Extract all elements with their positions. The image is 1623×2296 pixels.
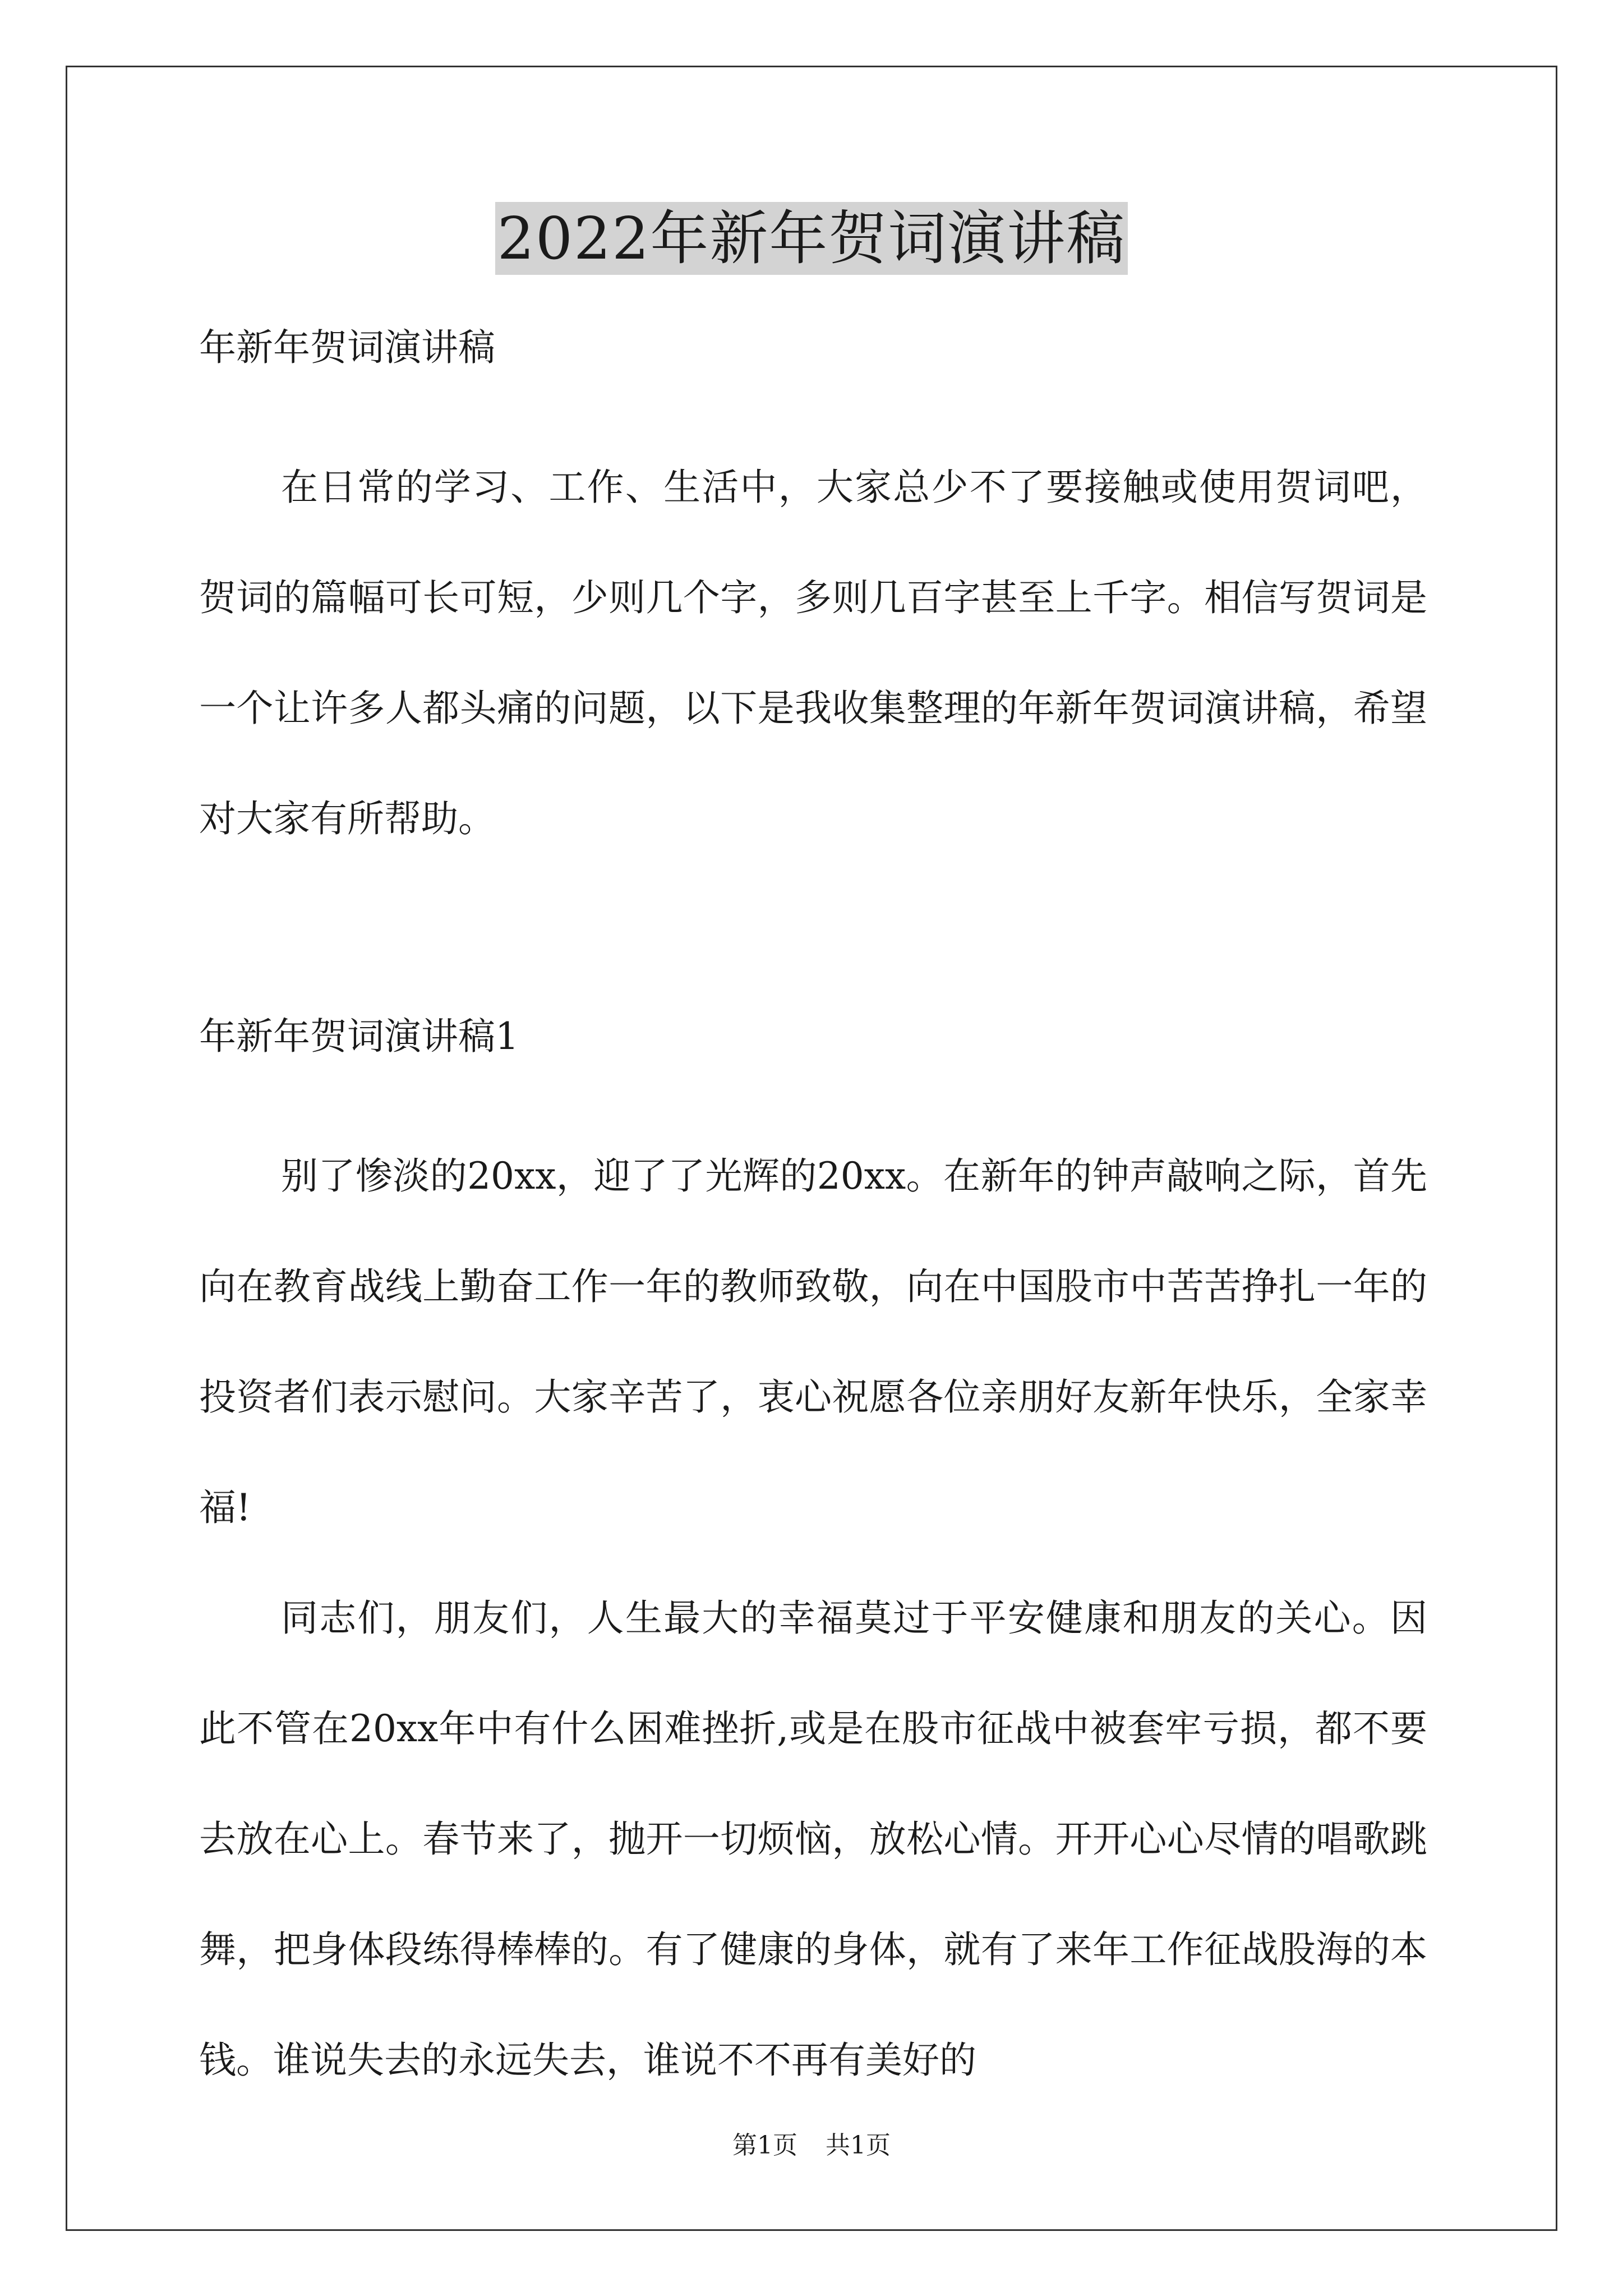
subtitle: 年新年贺词演讲稿: [199, 326, 495, 369]
body-paragraph: 同志们，朋友们，人生最大的幸福莫过于平安健康和朋友的关心。因此不管在20xx年中有什么困难挫折,或是在股市征战中被套牢亏损，都不要去放在心上。春节来了，抛开一切烦恼，放松心情。开开心心尽情的唱歌跳舞，把身体段练得棒棒的。有了健康的身体，就有了来年工作征战股海的本钱。谁说失去的永远失去，谁说不不再有美好的: [199, 1596, 1427, 2082]
spacer: [199, 381, 1427, 432]
title-container: [0, 202, 1623, 275]
intro-paragraph: 在日常的学习、工作、生活中，大家总少不了要接触或使用贺词吧，贺词的篇幅可长可短，少则几个字，多则几百字甚至上千字。相信写贺词是一个让许多人都头痛的问题，以下是我收集整理的年新年贺词演讲稿，希望对大家有所帮助。: [199, 466, 1427, 840]
body-paragraph: 别了惨淡的20xx，迎了了光辉的20xx。在新年的钟声敲响之际，首先向在教育战线上勤奋工作一年的教师致敬，向在中国股市中苦苦挣扎一年的投资者们表示慰问。大家辛苦了，衷心祝愿各位亲朋好友新年快乐，全家幸福!: [199, 1154, 1427, 1529]
spacer: [199, 874, 1427, 1003]
page-number: 第1页: [732, 2131, 797, 2160]
section-heading: 年新年贺词演讲稿1: [199, 1015, 519, 1058]
page-footer: [0, 2129, 1623, 2162]
page-total: 共1页: [826, 2131, 891, 2160]
document-body: [199, 314, 1427, 2115]
document-title: 2022年新年贺词演讲稿: [495, 202, 1128, 275]
spacer: [199, 1070, 1427, 1121]
